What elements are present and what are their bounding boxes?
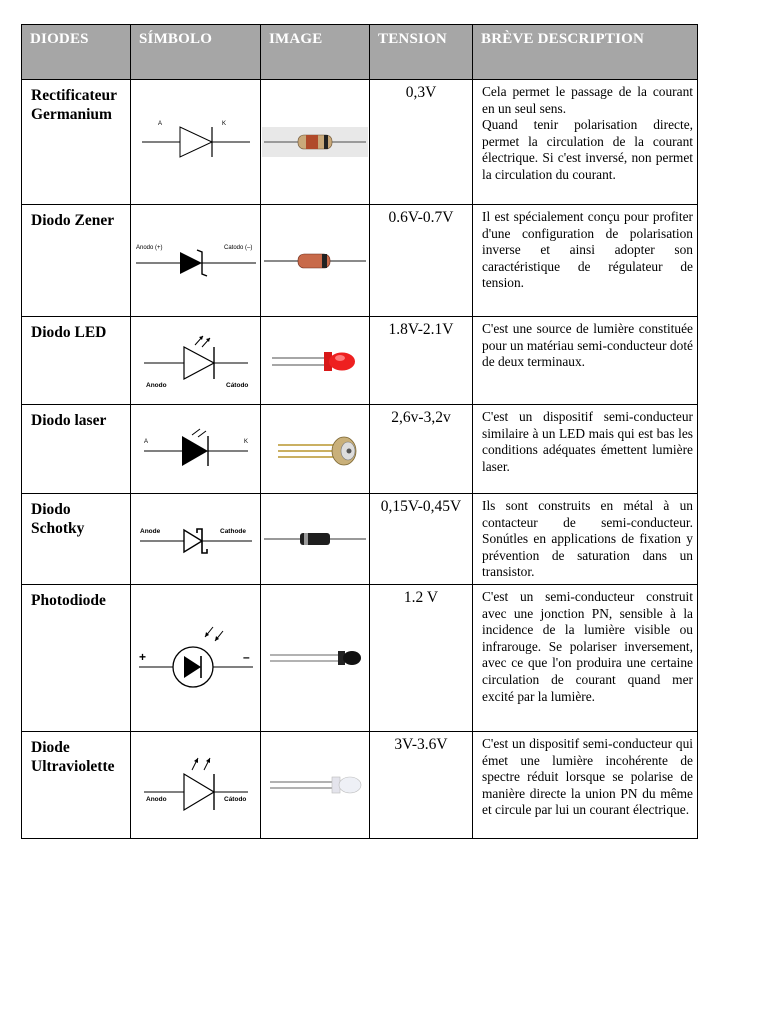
symbol-label-cathode: Catodo (–) — [223, 244, 252, 251]
table-row — [22, 205, 698, 317]
uv-led-photo-icon — [262, 773, 368, 797]
image-cell — [261, 205, 370, 317]
symbol-label-cathode: Cathode — [219, 528, 246, 535]
voltage-value: 3V-3.6V — [370, 732, 473, 839]
diode-name: Diodo Schotky — [22, 494, 131, 585]
image-cell — [261, 317, 370, 405]
description-text: Cela permet le passage de la courant en un seul sens. — [482, 84, 693, 116]
header-symbol: SÍMBOLO — [131, 25, 261, 80]
symbol-label-minus: – — [242, 650, 250, 664]
diode-name: Photodiode — [22, 585, 131, 732]
symbol-cell — [131, 732, 261, 839]
voltage-value: 1.8V-2.1V — [370, 317, 473, 405]
image-cell — [261, 585, 370, 732]
header-image: IMAGE — [261, 25, 370, 80]
table-row — [22, 80, 698, 205]
description-cell — [473, 317, 698, 405]
laser-diode-photo-icon — [262, 429, 368, 469]
symbol-cell — [131, 494, 261, 585]
schottky-diode-photo-icon — [262, 527, 368, 551]
image-cell — [261, 80, 370, 205]
symbol-label-anode: Anodo — [145, 796, 167, 803]
description-cell — [473, 80, 698, 205]
table-row — [22, 405, 698, 494]
symbol-label-anode: A — [157, 121, 162, 127]
symbol-label-anode: Anode — [139, 528, 160, 535]
table-row — [22, 732, 698, 839]
diode-name: Diodo laser — [22, 405, 131, 494]
table-row — [22, 494, 698, 585]
description-cell — [473, 732, 698, 839]
header-row — [22, 25, 698, 80]
photodiode-symbol-icon — [135, 625, 257, 691]
header-diodes: DIODES — [22, 25, 131, 80]
photodiode-photo-icon — [262, 646, 368, 670]
diode-name: Diodo Zener — [22, 205, 131, 317]
symbol-label-anode: A — [143, 439, 148, 445]
symbol-cell — [131, 317, 261, 405]
voltage-value: 1.2 V — [370, 585, 473, 732]
symbol-label-anode: Anodo (+) — [135, 244, 163, 251]
description-text: Il est spécialement conçu pour profiter d'une configuration de polarisation inverse et ainsi adopter son caractéristique de régulateur de tension. — [482, 209, 693, 291]
image-cell — [261, 405, 370, 494]
zener-diode-symbol-icon — [134, 241, 258, 281]
zener-diode-photo-icon — [262, 249, 368, 273]
symbol-label-cathode: Cátodo — [223, 796, 246, 803]
uv-diode-symbol-icon — [140, 752, 252, 818]
description-cell — [473, 494, 698, 585]
description-text: C'est un dispositif semi-conducteur similaire à un LED mais qui est bas les conditions adéquates émettent lumière laser. — [482, 409, 693, 474]
description-text: C'est un semi-conducteur construit avec une jonction PN, sensible à la incidence de la lumière visible ou infrarouge. Se polariser inversement, avec ce que l'on produira une certaine circulation de courant quand mer excité par la lumière. — [482, 589, 693, 704]
header-description: BRÈVE DESCRIPTION — [473, 25, 698, 80]
diode-name: Rectificateur Germanium — [22, 80, 131, 205]
led-diode-symbol-icon — [140, 333, 252, 389]
voltage-value: 0,15V-0,45V — [370, 494, 473, 585]
symbol-cell — [131, 585, 261, 732]
symbol-cell — [131, 405, 261, 494]
description-text: C'est un dispositif semi-conducteur qui émet une lumière incohérente de spectre réduit lorsque se polarise de manière directe la union PN du même et circule par lui un courant électrique. — [482, 736, 693, 818]
description-cell — [473, 405, 698, 494]
symbol-label-cathode: K — [221, 121, 226, 127]
symbol-cell — [131, 205, 261, 317]
laser-diode-symbol-icon — [140, 427, 252, 471]
table-row — [22, 585, 698, 732]
image-cell — [261, 732, 370, 839]
description-text: Ils sont construits en métal à un contacteur de semi-conducteur. Sonútles en applications de fixation y prévention de saturation dans un transistor. — [482, 498, 693, 580]
symbol-label-plus: + — [138, 650, 146, 664]
symbol-label-anode: Anodo — [145, 381, 167, 389]
symbol-label-cathode: Cátodo — [225, 381, 248, 389]
image-cell — [261, 494, 370, 585]
rectifier-diode-symbol-icon — [140, 117, 252, 167]
voltage-value: 0,3V — [370, 80, 473, 205]
red-led-photo-icon — [262, 346, 368, 376]
description-cell — [473, 585, 698, 732]
table-row — [22, 317, 698, 405]
diode-name: Diode Ultraviolette — [22, 732, 131, 839]
header-tension: TENSION — [370, 25, 473, 80]
description-text: Quand tenir polarisation directe, permet la circulation de la courant électrique. Si c'est inversé, non permet la circulation du courant. — [482, 117, 693, 182]
symbol-label-cathode: K — [243, 439, 248, 445]
schottky-diode-symbol-icon — [136, 519, 256, 559]
symbol-cell — [131, 80, 261, 205]
description-cell — [473, 205, 698, 317]
diode-name: Diodo LED — [22, 317, 131, 405]
description-text: C'est une source de lumière constituée pour un matériau semi-conducteur doté de deux terminaux. — [482, 321, 693, 370]
voltage-value: 2,6v-3,2v — [370, 405, 473, 494]
germanium-diode-photo-icon — [262, 127, 368, 157]
voltage-value: 0.6V-0.7V — [370, 205, 473, 317]
diode-table — [21, 24, 698, 839]
